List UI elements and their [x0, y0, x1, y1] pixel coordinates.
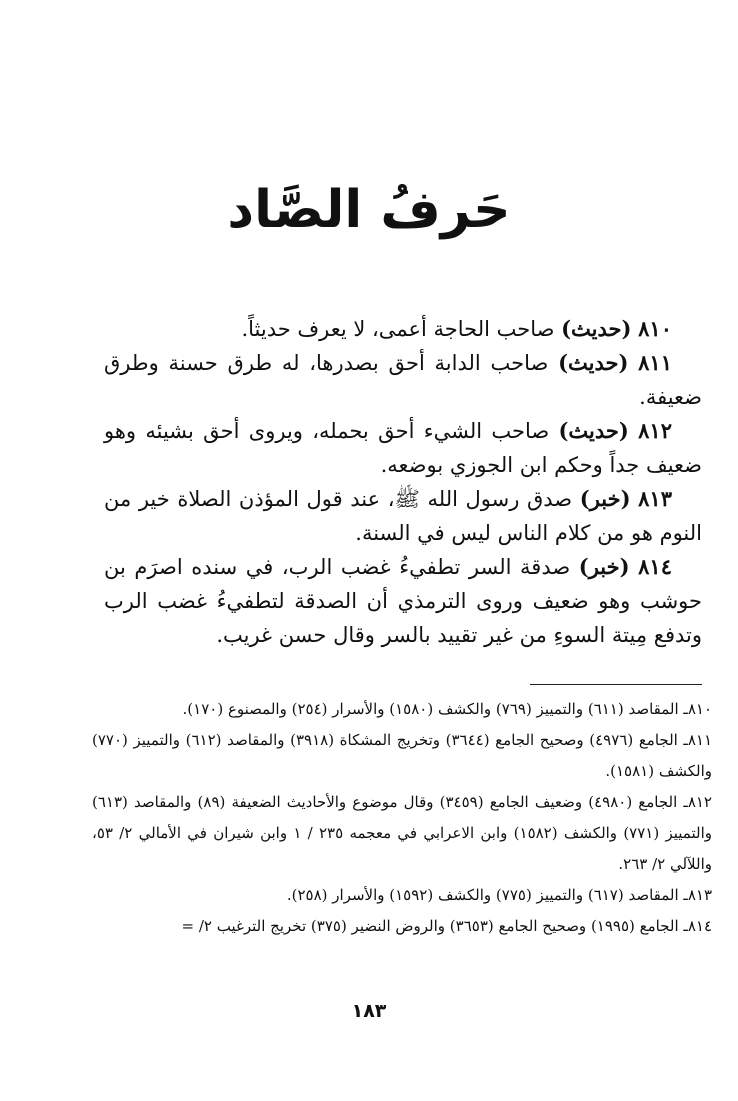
footnotes	[92, 694, 712, 942]
page-number: ١٨٣	[351, 1000, 387, 1022]
entry-811: ٨١١ (حديث) صاحب الدابة أحق بصدرها، له طرق حسنة وطرق ضعيفة.	[104, 350, 702, 409]
footnote-divider	[530, 684, 702, 685]
entry-814: ٨١٤ (خبر) صدقة السر تطفيءُ غضب الرب، في سنده اصرَم بن حوشب وهو ضعيف وروى الترمذي أن الصدقة لتطفيءُ غضب الرب وتدفع مِيتة السوءِ من غير تقييد بالسر وقال حسن غريب.	[104, 554, 702, 647]
entry-810: ٨١٠ (حديث) صاحب الحاجة أعمى، لا يعرف حديثاً.	[241, 316, 672, 341]
section-heading: حَرفُ الصَّاد	[227, 180, 511, 240]
footnote-813: ٨١٣ـ المقاصد (٦١٧) والتمييز (٧٧٥) والكشف (١٥٩٢) والأسرار (٢٥٨).	[286, 886, 712, 904]
entries-body	[104, 312, 702, 652]
footnote-811: ٨١١ـ الجامع (٤٩٧٦) وصحيح الجامع (٣٦٤٤) وتخريج المشكاة (٣٩١٨) والمقاصد (٦١٢) والتمييز (٧٧٠) والكشف (١٥٨١).	[92, 731, 712, 780]
footnote-810: ٨١٠ـ المقاصد (٦١١) والتمييز (٧٦٩) والكشف (١٥٨٠) والأسرار (٢٥٤) والمصنوع (١٧٠).	[182, 700, 712, 718]
footnote-814: ٨١٤ـ الجامع (١٩٩٥) وصحيح الجامع (٣٦٥٣) والروض النضير (٣٧٥) تخريج الترغيب ٢/ =	[181, 917, 712, 935]
entry-812: ٨١٢ (حديث) صاحب الشيء أحق بحمله، ويروى أحق بشيئه وهو ضعيف جداً وحكم ابن الجوزي بوضعه.	[104, 418, 702, 477]
footnote-812: ٨١٢ـ الجامع (٤٩٨٠) وضعيف الجامع (٣٤٥٩) وقال موضوع والأحاديث الضعيفة (٨٩) والمقاصد (٦١٣) والتمييز (٧٧١) والكشف (١٥٨٢) وابن الاعرابي في معجمه ٢٣٥ / ١ وابن شيران في الأمالي ٢/ ٥٣، واللآلي ٢/ ٢٦٣.	[92, 793, 712, 873]
entry-813: ٨١٣ (خبر) صدق رسول الله ﷺ، عند قول المؤذن الصلاة خير من النوم هو من كلام الناس ليس في السنة.	[104, 486, 702, 545]
